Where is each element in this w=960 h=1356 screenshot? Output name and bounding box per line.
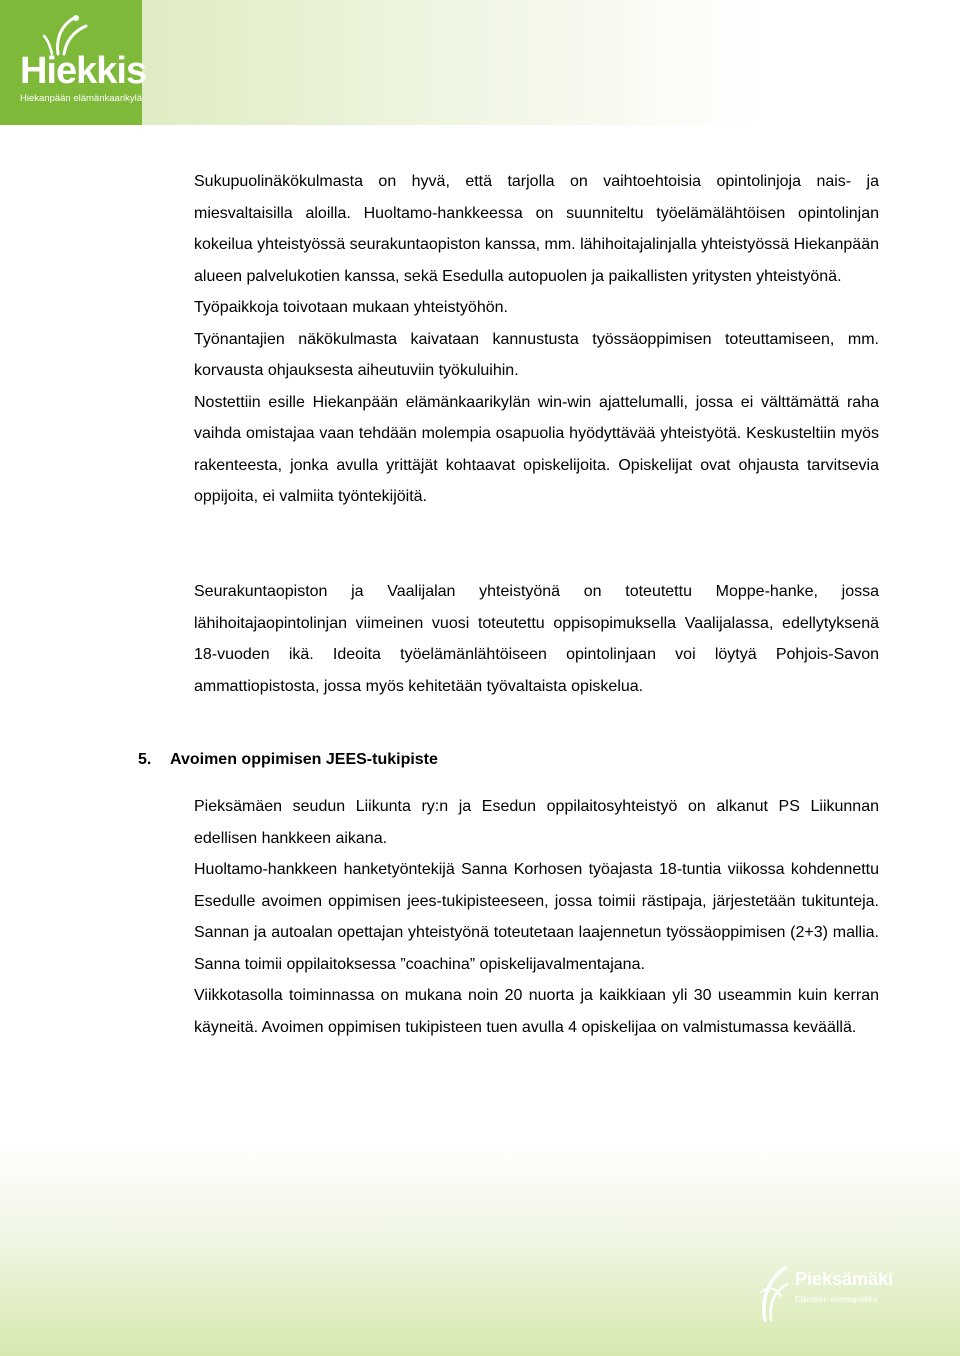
footer-logo-tagline: Elämisen asemapaikka	[795, 1295, 878, 1304]
paragraph: Viikkotasolla toiminnassa on mukana noin 20 nuorta ja kaikkiaan yli 30 useammin kuin kerran käyneitä. Avoimen oppimisen tukipisteen tuen avulla 4 opiskelijaa on valmistumassa keväällä.	[194, 987, 879, 1036]
logo-tagline: Hiekanpään elämänkaarikylä	[20, 93, 142, 104]
header-band	[0, 0, 960, 125]
section-title: Avoimen oppimisen JEES-tukipiste	[170, 751, 438, 768]
logo-name: Hiekkis	[20, 50, 147, 92]
swirl-icon	[755, 1262, 793, 1322]
paragraph: Huoltamo-hankkeen hanketyöntekijä Sanna Korhosen työajasta 18-tuntia viikossa kohdennettu Esedulle avoimen oppimisen jees-tukipisteeseen, jossa toimii rästipaja, järjestetään tukitunteja. Sannan ja autoalan opettajan yhteistyönä toteutetaan laajennetun työssäoppimisen (2+3) mallia. Sanna toimii oppilaitoksessa ”coachina” opiskelijavalmentajana.	[194, 861, 879, 973]
hiekkis-logo	[0, 0, 147, 125]
pieksamaki-logo	[755, 1262, 895, 1322]
paragraph: Työpaikkoja toivotaan mukaan yhteistyöhön.	[194, 299, 508, 316]
paragraph: Sukupuolinäkökulmasta on hyvä, että tarjolla on vaihtoehtoisia opintolinjoja nais- ja miesvaltaisilla aloilla. Huoltamo-hankkeessa on suunniteltu työelämälähtöisen opintolinjan kokeilua yhteistyössä seurakuntaopiston kanssa, mm. lähihoitajalinjalla yhteistyössä Hiekanpään alueen palvelukotien kanssa, sekä Esedulla autopuolen ja paikallisten yritysten yhteistyönä.	[194, 173, 879, 285]
footer-logo-name: Pieksämäki	[795, 1269, 894, 1289]
footer-band	[0, 1140, 960, 1356]
text-block-2	[194, 576, 879, 702]
paragraph: Pieksämäen seudun Liikunta ry:n ja Esedun oppilaitosyhteistyö on alkanut PS Liikunnan edellisen hankkeen aikana.	[194, 798, 879, 847]
paragraph: Työnantajien näkökulmasta kaivataan kannustusta työssäoppimisen toteuttamiseen, mm. korvausta ohjauksesta aiheutuviin työkuluihin.	[194, 330, 879, 379]
section-heading	[138, 744, 438, 775]
paragraph: Nostettiin esille Hiekanpään elämänkaarikylän win-win ajattelumalli, jossa ei välttämättä raha vaihda omistajaa vaan tehdään molempia osapuolia hyödyttävää yhteistyötä. Keskusteltiin myös rakenteesta, jonka avulla yrittäjät kohtaavat opiskelijoita. Opiskelijat ovat ohjausta tarvitsevia oppijoita, ei valmiita työntekijöitä.	[194, 393, 879, 505]
text-block-3	[194, 791, 879, 1043]
text-block-1	[194, 166, 879, 513]
paragraph: Seurakuntaopiston ja Vaalijalan yhteistyönä on toteutettu Moppe-hanke, jossa lähihoitajaopintolinjan viimeinen vuosi toteutettu oppisopimuksella Vaalijalassa, edellytyksenä 18-vuoden ikä. Ideoita työelämänlähtöiseen opintolinjaan voi löytyä Pohjois-Savon ammattiopistosta, jossa myös kehitetään työvaltaista opiskelua.	[194, 583, 879, 695]
section-number: 5.	[138, 751, 152, 768]
